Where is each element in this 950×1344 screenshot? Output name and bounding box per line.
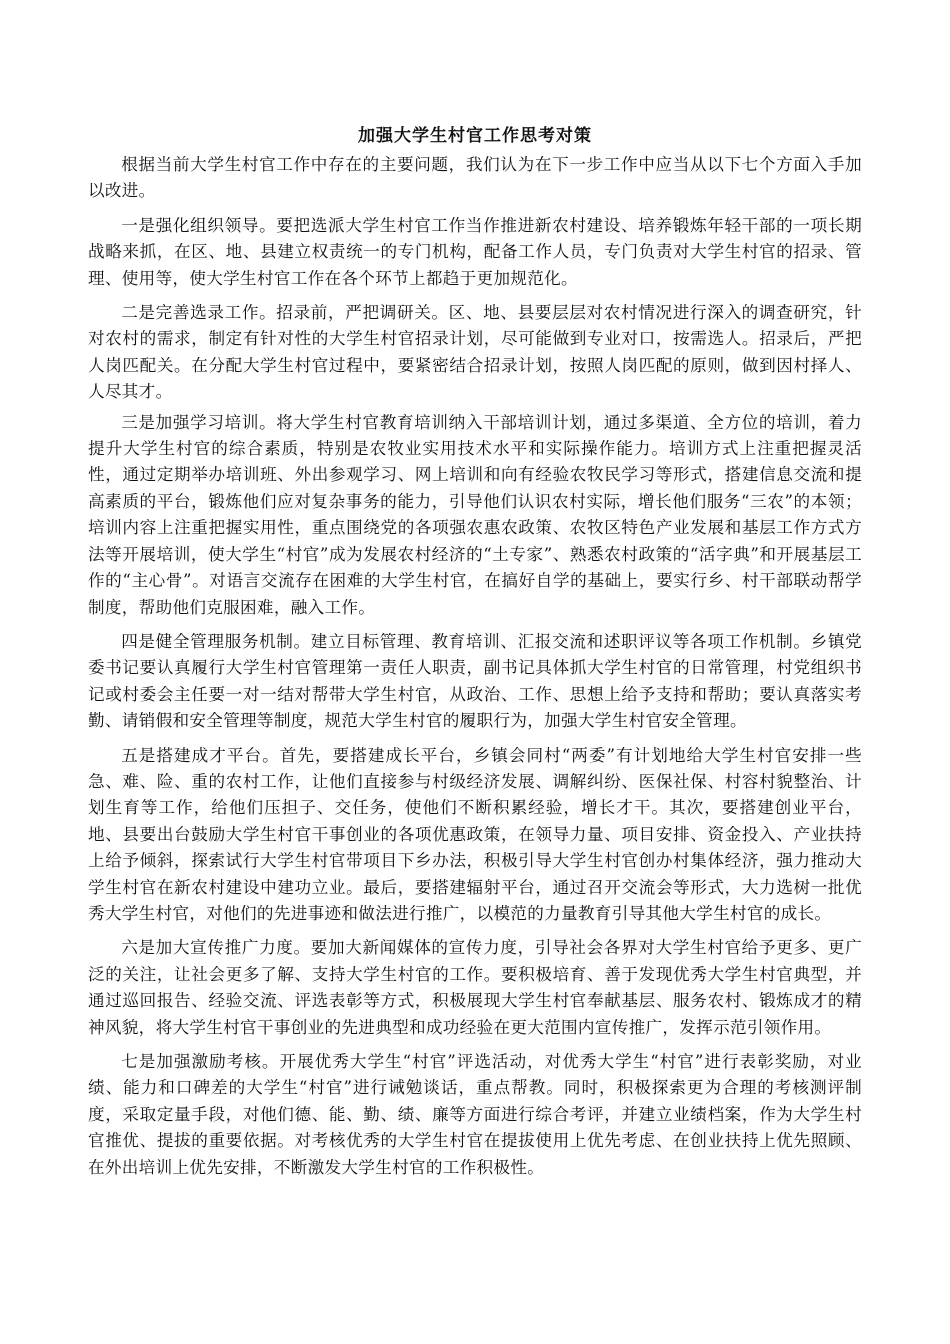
paragraph-1-organization: 一是强化组织领导。要把选派大学生村官工作当作推进新农村建设、培养锻炼年轻干部的一项长期战略来抓，在区、地、县建立权责统一的专门机构，配备工作人员，专门负责对大学生村官的招录、管理、使用等，使大学生村官工作在各个环节上都趋于更加规范化。 [88,215,862,288]
paragraph-4-management: 四是健全管理服务机制。建立目标管理、教育培训、汇报交流和述职评议等各项工作机制。乡镇党委书记要认真履行大学生村官管理第一责任人职责，副书记具体抓大学生村官的日常管理，村党组织书记或村委会主任要一对一结对帮带大学生村官，从政治、工作、思想上给予支持和帮助；要认真落实考勤、请销假和安全管理等制度，规范大学生村官的履职行为，加强大学生村官安全管理。 [88,631,862,731]
paragraph-7-incentive: 七是加强激励考核。开展优秀大学生“村官”评选活动，对优秀大学生“村官”进行表彰奖励，对业绩、能力和口碑差的大学生“村官”进行诫勉谈话，重点帮教。同时，积极探索更为合理的考核测评制度，采取定量手段，对他们德、能、勤、绩、廉等方面进行综合考评，并建立业绩档案，作为大学生村官推优、提拔的重要依据。对考核优秀的大学生村官在提拔使用上优先考虑、在创业扶持上优先照顾、在外出培训上优先安排，不断激发大学生村官的工作积极性。 [88,1052,862,1177]
document-page [88,123,862,1181]
document-title: 加强大学生村官工作思考对策 [358,126,592,146]
paragraph-5-platform: 五是搭建成才平台。首先，要搭建成长平台，乡镇会同村“两委”有计划地给大学生村官安排一些急、难、险、重的农村工作，让他们直接参与村级经济发展、调解纠纷、医保社保、村容村貌整治、计划生育等工作，给他们压担子、交任务，使他们不断积累经验，增长才干。其次，要搭建创业平台，地、县要出台鼓励大学生村官干事创业的各项优惠政策，在领导力量、项目安排、资金投入、产业扶持上给予倾斜，探索试行大学生村官带项目下乡办法，积极引导大学生村官创办村集体经济，强力推动大学生村官在新农村建设中建功立业。最后，要搭建辐射平台，通过召开交流会等形式，大力选树一批优秀大学生村官，对他们的先进事迹和做法进行推广，以模范的力量教育引导其他大学生村官的成长。 [88,745,862,923]
paragraph-2-selection: 二是完善选录工作。招录前，严把调研关。区、地、县要层层对农村情况进行深入的调查研究，针对农村的需求，制定有针对性的大学生村官招录计划，尽可能做到专业对口，按需选人。招录后，严把人岗匹配关。在分配大学生村官过程中，要紧密结合招录计划，按照人岗匹配的原则，做到因村择人、人尽其才。 [88,303,862,402]
intro-paragraph: 根据当前大学生村官工作中存在的主要问题，我们认为在下一步工作中应当从以下七个方面入手加以改进。 [88,155,862,201]
paragraph-6-publicity: 六是加大宣传推广力度。要加大新闻媒体的宣传力度，引导社会各界对大学生村官给予更多、更广泛的关注，让社会更多了解、支持大学生村官的工作。要积极培育、善于发现优秀大学生村官典型，并通过巡回报告、经验交流、评选表彰等方式，积极展现大学生村官奉献基层、服务农村、锻炼成才的精神风貌，将大学生村官干事创业的先进典型和成功经验在更大范围内宣传推广，发挥示范引领作用。 [88,938,862,1037]
paragraph-3-training: 三是加强学习培训。将大学生村官教育培训纳入干部培训计划，通过多渠道、全方位的培训，着力提升大学生村官的综合素质，特别是农牧业实用技术水平和实际操作能力。培训方式上注重把握灵活性，通过定期举办培训班、外出参观学习、网上培训和向有经验农牧民学习等形式，搭建信息交流和提高素质的平台，锻炼他们应对复杂事务的能力，引导他们认识农村实际，增长他们服务“三农”的本领；培训内容上注重把握实用性，重点围绕党的各项强农惠农政策、农牧区特色产业发展和基层工作方式方法等开展培训，使大学生“村官”成为发展农村经济的“土专家”、熟悉农村政策的“活字典”和开展基层工作的“主心骨”。对语言交流存在困难的大学生村官，在搞好自学的基础上，要实行乡、村干部联动帮学制度，帮助他们克服困难，融入工作。 [88,412,862,617]
